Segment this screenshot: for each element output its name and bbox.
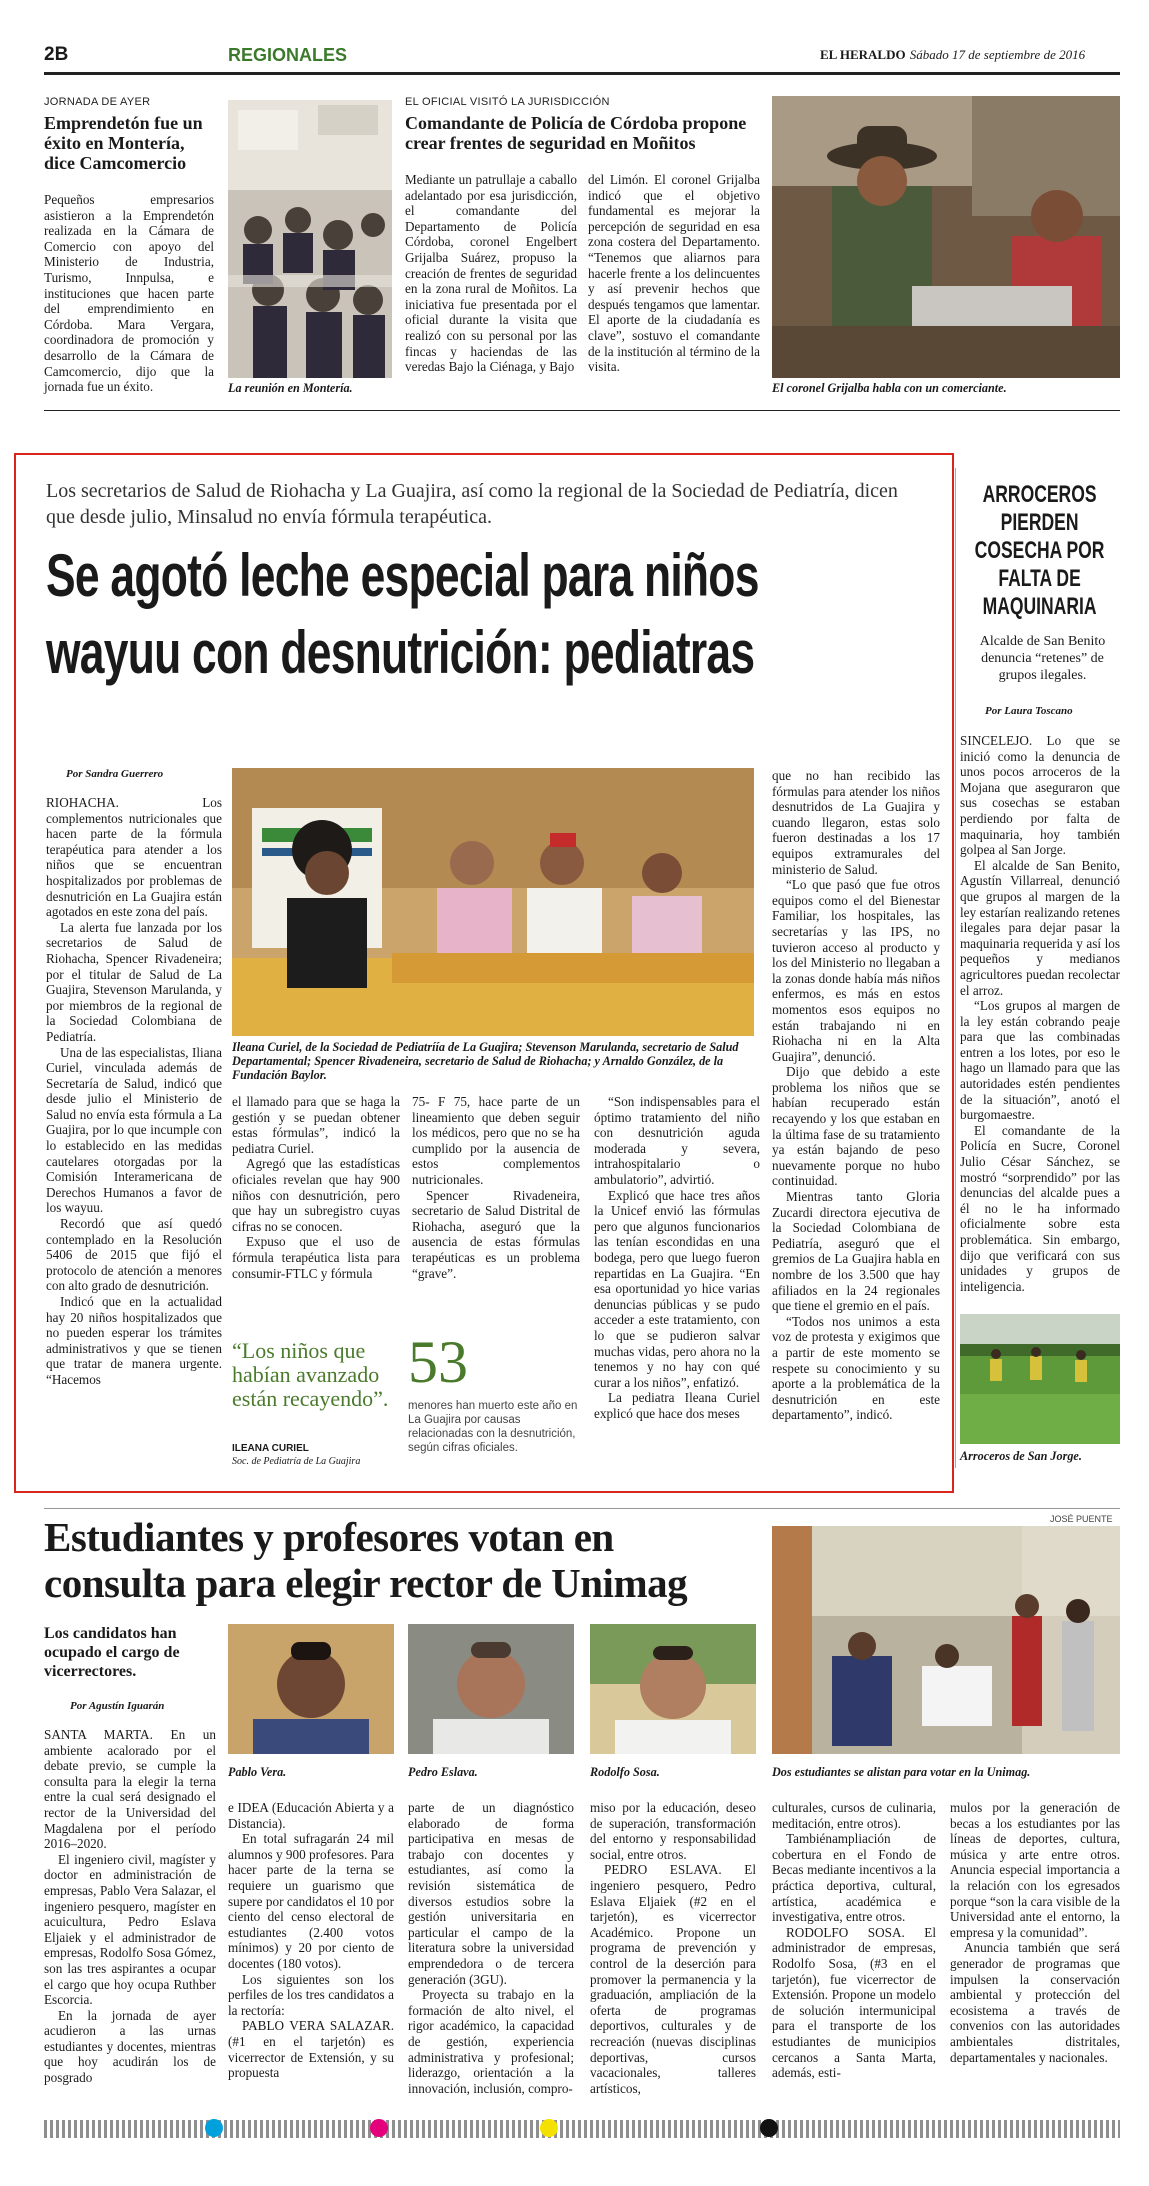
headline: Emprendetón fue un éxito en Montería, dice Camcomercio xyxy=(44,113,203,173)
quote-role: Soc. de Pediatría de La Guajira xyxy=(232,1456,361,1467)
photo-meeting xyxy=(228,100,392,378)
byline: Por Agustín Iguarán xyxy=(70,1700,165,1712)
main-col1: RIOHACHA. Los complementos nutricionales que hacen parte de la fórmula terapéutica para atender a los niños que se encuentran hospitalizados por problemas de desnutrición en La Guajira están agotados en este zona del país. La alerta fue lanzada por los secretarios de Salud de Riohacha, Spencer Rivadeneira; por el titular de Salud de La Guajira, Stevenson Marulanda, y por miembros de la regional de la Sociedad Colombiana de Pediatría. Una de las especialistas, Iliana Curiel, vinculada además de Secretaría de Salud, indicó que desde julio el Ministerio de Salud no envía esta fórmula a La Guajira, por lo que incumple con lo establecido en las medidas cautelares otorgadas por la Comisión Interamericana de Derechos Humanos a favor de los wayuu. Recordó que así quedó contemplado en la Resolución 5406 de 2015 que fijó el protocolo de atención a menores con alto grado de desnutrición. Indicó que en la actualidad hay 20 niños hospitalizados que no pueden esperar los trámites administrativos y que se tienen que tratar de manera urgente. “Hacemos xyxy=(46,795,222,1387)
main-headline-line2: wayuu con desnutrición: pediatras xyxy=(46,619,755,686)
photo-arroceros xyxy=(960,1314,1120,1444)
registration-dot-cyan xyxy=(205,2119,223,2137)
photo-caption: La reunión en Montería. xyxy=(228,381,353,395)
article-col1: Mediante un patrullaje a caballo adelantado por esa jurisdicción, el comandante del Departamento de Policía Córdoba, coronel Engelbert Grijalba Suárez, propuso la creación de frentes de seguridad en la zona rural de Moñitos. La iniciativa fue presentada por el oficial durante la visita que realizó con su personal por las fincas y haciendas de las veredas Bajo la Ciénaga, y Bajo xyxy=(405,172,577,375)
registration-dot-magenta xyxy=(370,2119,388,2137)
side-headline: ARROCEROS PIERDEN COSECHA POR FALTA DE MAQUINARIA xyxy=(974,481,1105,620)
photo-pedro-eslava xyxy=(408,1624,574,1754)
story4-col4: miso por la educación, deseo de superación, transformación del entorno y responsabilidad social, entre otros. PEDRO ESLAVA. El ingeniero pesquero, Pedro Eslava Eljaiek (#2 en el tarjetón), es vicerrector Académico. Propone un programa de prevención y control de la deserción para promover la permanencia y la graduación, ampliación de la oferta de programas deportivos, culturales y de recreación (nuevas disciplinas deportivas, cursos vacacionales, talleres artísticos, xyxy=(590,1800,756,2096)
photo-caption: Pedro Eslava. xyxy=(408,1765,478,1779)
story4-col2: e IDEA (Educación Abierta y a Distancia). En total sufragarán 24 mil alumnos y 900 profesores. Para hacer parte de la terna se requiere un guarismo que supere por candidatos el 10 por ciento del censo electoral de estudiantes (2.400 votos mínimos) y 20 por ciento de docentes (180 votos). Los siguientes son los perfiles de los tres candidatos a la rectoría: PABLO VERA SALAZAR. (#1 en el tarjetón) es vicerrector de Extensión, y su propuesta xyxy=(228,1800,394,2081)
photo-pediatras xyxy=(232,768,754,1036)
kicker: EL OFICIAL VISITÓ LA JURISDICCIÓN xyxy=(405,96,610,108)
quote-name: ILEANA CURIEL xyxy=(232,1443,309,1454)
main-headline-line1: Se agotó leche especial para niños xyxy=(46,542,759,609)
photo-caption: El coronel Grijalba habla con un comerciante. xyxy=(772,381,1007,395)
pull-quote: “Los niños que habían avanzado están recayendo”. xyxy=(232,1338,389,1411)
divider xyxy=(44,1508,1120,1509)
photo-caption: Rodolfo Sosa. xyxy=(590,1765,660,1779)
story4-col1: SANTA MARTA. En un ambiente acalorado por el debate previo, se cumple la consulta para la elegir la terna entre la cual será designado el rector de la Universidad del Magdalena por el período 2016–2020. El ingeniero civil, magíster y doctor en administración de empresas, Pablo Vera Salazar, el ingeniero pesquero, magíster en acuicultura, Pedro Eslava Eljaiek y el administrador de empresas, Rodolfo Sosa Gómez, son las tres aspirantes a ocupar el cargo que hoy ocupa Ruthber Escorcia. En la jornada de ayer acudieron a las urnas estudiantes y docentes, mientras que hoy acudirán los de posgrado xyxy=(44,1727,216,2086)
photo-rodolfo-sosa xyxy=(590,1624,756,1754)
column-rule xyxy=(955,468,956,1468)
headline: Comandante de Policía de Córdoba propone crear frentes de seguridad en Moñitos xyxy=(405,113,747,153)
photo-caption: Ileana Curiel, de la Sociedad de Pediatríía de La Guajira; Stevenson Marulanda, secretario de Salud Departamental; Spencer Rivadeneira, secretario de Salud de Riohacha; y Arnaldo González, de la Fundación Baylor. xyxy=(232,1040,739,1082)
deck: Los candidatos han ocupado el cargo de vicerrectores. xyxy=(44,1625,180,1680)
deck: Los secretarios de Salud de Riohacha y La Guajira, así como la regional de la Sociedad de Pediatría, dicen que desde julio, Minsalud no envía fórmula terapéutica. xyxy=(46,480,898,528)
masthead: EL HERALDO Sábado 17 de septiembre de 2016 xyxy=(820,47,1086,62)
stat-text: menores han muerto este año en La Guajira por causas relacionadas con la desnutrición, según cifras oficiales. xyxy=(408,1400,578,1454)
photo-caption: Arroceros de San Jorge. xyxy=(960,1449,1082,1463)
main-col4: “Son indispensables para el óptimo tratamiento del niño con desnutrición aguda moderada y severa, intrahospitalario o ambulatorio”, advirtió. Explicó que hace tres años la Unicef envió las fórmulas pero que algunos funcionarios las tenían escondidas en una bodega, pero que luego fueron repartidas en La Guajira. “En esa oportunidad yo hice varias denuncias públicas y se pudo acceder a este tratamiento, con lo que se pudieron salvar muchas vidas, pero ahora no la tenemos y no hay con qué curar a los niños”, enfatizó. La pediatra Ileana Curiel explicó que hace dos meses xyxy=(594,1094,760,1421)
main-col5: que no han recibido las fórmulas para atender los niños desnutridos de La Guajira y cuando llegaron, estas solo fueron destinadas a los 17 equipos extramurales del ministerio de Salud. “Lo que pasó que fue otros equipos como el del Bienestar Familiar, los hospitales, las secretarías y las IPS, no tuvieron acceso al producto y los del Ministerio no llegaban a la zonas donde había más niños enfermos, es más en estos momentos esos equipos no están trabajando ni en Riohacha ni en la Alta Guajira”, denunció. Dijo que debido a este problema los niños que se habían recuperado están recayendo y los que estaban en la última fase de su tratamiento ya están bajando de peso nuevamente porque no hubo continuidad. Mientras tanto Gloria Zucardi directora ejecutiva de la Sociedad Colombiana de Pediatría, aseguró que el gremios de La Guajira habla en nombre de los 3.500 que hay afiliados en la 24 regionales que tiene el gremio en el país. “Todos nos unimos a esta voz de protesta y exigimos que a partir de este momento se respete su conocimiento y su aporte a la problemática de la desnutrición en este departamento”, indicó. xyxy=(772,768,940,1423)
registration-dot-black xyxy=(760,2119,778,2137)
headline-line2: consulta para elegir rector de Unimag xyxy=(44,1560,688,1606)
headline-line1: Estudiantes y profesores votan en xyxy=(44,1514,614,1560)
photo-students xyxy=(772,1526,1120,1754)
photo-caption: Dos estudiantes se alistan para votar en la Unimag. xyxy=(772,1765,1031,1779)
story4-col5: culturales, cursos de culinaria, meditación, entre otros). Tambiénampliación de cobertura en el Fondo de Becas mediante incentivos a la práctica deportiva, cultural, artística, académica e investigativa, entre otros. RODOLFO SOSA. El administrador de empresas, Rodolfo Sosa, (#3 en el tarjetón), fue vicerrector de Extensión. Propone un modelo de solución intermunicipal para el transporte de los estudiantes de municipios cercanos a Santa Marta, además, esti- xyxy=(772,1800,936,2081)
stat-number: 53 xyxy=(408,1329,468,1395)
kicker: JORNADA DE AYER xyxy=(44,96,151,108)
side-body: SINCELEJO. Lo que se inició como la denuncia de unos pocos arroceros de la Mojana que aseguraron que sus cosechas se estaban perdiendo por falta de maquinaria, hoy también golpea al San Jorge. El alcalde de San Benito, Agustín Villarreal, denunció que grupos al margen de la ley estarían realizando retenes ilegales para dejar pasar la maquinaria requerida y así los pequeños y medianos agricultores puedan recolectar el arroz. “Los grupos al margen de la ley están cobrando peaje para que las combinadas entren a los lotes, por eso le hago un llamado para que las autoridades estén pendientes de la situación”, anotó el burgomaestre. El comandante de la Policía en Sucre, Coronel Julio César Sánchez, se mostró “sorprendido” por las denuncias del alcalde pues a él no le ha informado oficialmente sobre esta problemática. Sin embargo, dijo que verificará con sus unidades y grupos de inteligencia. xyxy=(960,733,1120,1294)
story4-col3: parte de un diagnóstico elaborado de forma participativa en mesas de trabajo con docentes y estudiantes, así como la revisión sistemática de diversos estudios sobre la gestión universitaria en particular el campo de la literatura sobre la universidad emprendedora o de tercera generación (3GU). Proyecta su trabajo en la formación de alto nivel, el rigor académico, la capacidad de gestión, experiencia administrativa y profesional; liderazgo, orientación a la innovación, inclusión, compro- xyxy=(408,1800,574,2096)
page-number: 2B xyxy=(44,44,69,65)
article-col2: del Limón. El coronel Grijalba indicó que el objetivo fundamental es mejorar la percepción de seguridad en esa zona costera del Departamento. “Tenemos que aliarnos para hacerle frente a los delincuentes y así prevenir hechos que después tengamos que lamentar. El aporte de la ciudadanía es clave”, sostuvo el comandante de la institución al término de la visita. xyxy=(588,172,760,375)
photo-caption: Pablo Vera. xyxy=(228,1765,287,1779)
photo-credit: JOSÉ PUENTE xyxy=(1050,1514,1113,1524)
main-col2: el llamado para que se haga la gestión y se puedan obtener estas fórmulas”, indicó la pediatra Curiel. Agregó que las estadísticas oficiales revelan que hay 900 niños con desnutrición, pero que hay un subregistro cuyas cifras no se conocen. Expuso que el uso de fórmula terapéutica lista para consumir-FTLC y fórmula xyxy=(232,1094,400,1281)
photo-pablo-vera xyxy=(228,1624,394,1754)
article-body: Pequeños empresarios asistieron a la Emprendetón realizada en la Cámara de Comercio con apoyo del Ministerio de Industria, Turismo, Innpulsa, e instituciones que hacen parte del emprendimiento en Córdoba. Mara Vergara, coordinadora de promoción y desarrollo de la Cámara de Camcomercio, dijo que la jornada fue un éxito. xyxy=(44,192,214,395)
header-rule xyxy=(44,72,1120,75)
story4-col6: mulos por la generación de becas a los estudiantes por las líneas de deportes, cultura, música y arte entre otros. Anuncia especial importancia a la relación con los egresados porque “son la cara visible de la Universidad ante el entorno, la empresa y la comunidad”. Anuncia también que será generador de programas que impulsen la conservación ambiental y protección del ecosistema a través de convenios con las autoridades ambientales distritales, departamentales y nacionales. xyxy=(950,1800,1120,2065)
byline: Por Sandra Guerrero xyxy=(66,768,164,780)
main-col3: 75- F 75, hace parte de un lineamiento que deben seguir los médicos, pero que no se ha cumplido por la ausencia de estos complementos nutricionales. Spencer Rivadeneira, secretario de Salud Distrital de Riohacha, aseguró que la ausencia de estas fórmulas terapéuticas es un problema “grave”. xyxy=(412,1094,580,1281)
registration-dot-yellow xyxy=(540,2119,558,2137)
side-deck: Alcalde de San Benito denuncia “retenes” de grupos ilegales. xyxy=(979,634,1106,683)
byline: Por Laura Toscano xyxy=(985,705,1073,717)
divider xyxy=(44,410,1120,411)
photo-colonel xyxy=(772,96,1120,378)
section-title: REGIONALES xyxy=(228,45,348,65)
